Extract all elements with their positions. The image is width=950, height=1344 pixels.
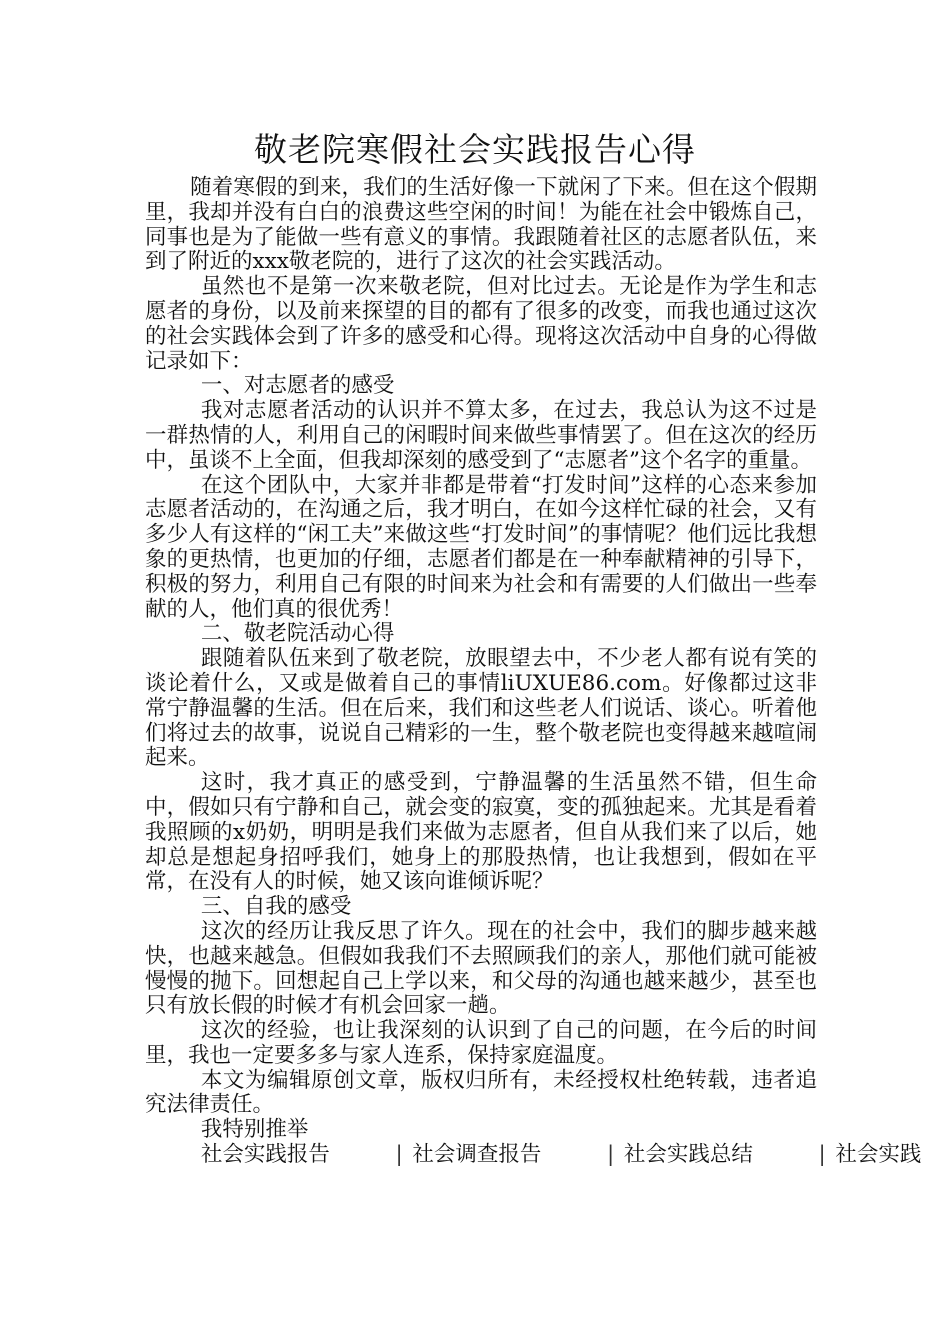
recommend-links [145,1142,922,1168]
section-heading-3: 三、自我的感受 [200,894,352,920]
paragraph-intro: 随着寒假的到来，我们的生活好像一下就闲了下来。但在这个假期里，我却并没有白白的浪费这些空闲的时间！为能在社会中锻炼自己，同事也是为了能做一些有意义的事情。我跟随着社区的志愿者队伍，来到了附近的xxx敬老院的，进行了这次的社会实践活动。 [145,175,817,275]
paragraph-realization: 这时，我才真正的感受到，宁静温馨的生活虽然不错，但生命中，假如只有宁静和自己，就会变的寂寞，变的孤独起来。尤其是看着我照顾的x奶奶，明明是我们来做为志愿者，但自从我们来了以后，她却总是想起身招呼我们，她身上的那股热情，也让我想到，假如在平常，在没有人的时候，她又该向谁倾诉呢？ [145,770,817,895]
link-separator: | [395,1142,403,1168]
link-separator: | [818,1142,826,1168]
section-heading-2: 二、敬老院活动心得 [200,621,395,647]
recommend-label: 我特别推举 [200,1117,309,1143]
link-social-practice[interactable]: 社会实践 [835,1142,922,1168]
section-heading-1: 一、对志愿者的感受 [200,373,395,399]
document-body [145,175,922,1168]
paragraph-reflection: 这次的经历让我反思了许久。现在的社会中，我们的脚步越来越快，也越来越急。但假如我我们不去照顾我们的亲人，那他们就可能被慢慢的抛下。回想起自己上学以来，和父母的沟通也越来越少，甚至也只有放长假的时候才有机会回家一趟。 [145,918,817,1019]
paragraph-background: 虽然也不是第一次来敬老院，但对比过去。无论是作为学生和志愿者的身份，以及前来探望的目的都有了很多的改变，而我也通过这次的社会实践体会到了许多的感受和心得。现将这次活动中自身的心得做记录如下： [145,274,817,374]
paragraph-team: 在这个团队中，大家并非都是带着“打发时间”这样的心态来参加志愿者活动的，在沟通之后，我才明白，在如今这样忙碌的社会，又有多少人有这样的“闲工夫”来做这些“打发时间”的事情呢？他们远比我想象的更热情，也更加的仔细，志愿者们都是在一种奉献精神的引导下，积极的努力，利用自己有限的时间来为社会和有需要的人们做出一些奉献的人，他们真的很优秀！ [145,472,817,622]
paragraph-volunteer-view: 我对志愿者活动的认识并不算太多，在过去，我总认为这不过是一群热情的人，利用自己的闲暇时间来做些事情罢了。但在这次的经历中，虽谈不上全面，但我却深刻的感受到了“志愿者”这个名字的重量。 [145,398,817,473]
paragraph-copyright: 本文为编辑原创文章，版权归所有，未经授权杜绝转载，违者追究法律责任。 [145,1067,817,1118]
link-separator: | [606,1142,615,1168]
link-social-practice-report[interactable]: 社会实践报告 [200,1142,330,1168]
paragraph-nursing-home: 跟随着队伍来到了敬老院，放眼望去中，不少老人都有说有笑的谈论着什么，又或是做着自己的事情liUXUE86.com。好像都过这非常宁静温馨的生活。但在后来，我们和这些老人们说话、谈心。听着他们将过去的故事，说说自己精彩的一生，整个敬老院也变得越来越喧闹起来。 [145,646,817,771]
paragraph-lesson: 这次的经验，也让我深刻的认识到了自己的问题，在今后的时间里，我也一定要多多与家人连系，保持家庭温度。 [145,1018,817,1068]
document-title: 敬老院寒假社会实践报告心得 [254,130,696,169]
link-social-survey-report[interactable]: 社会调查报告 [412,1142,542,1168]
link-social-practice-summary[interactable]: 社会实践总结 [623,1142,753,1168]
